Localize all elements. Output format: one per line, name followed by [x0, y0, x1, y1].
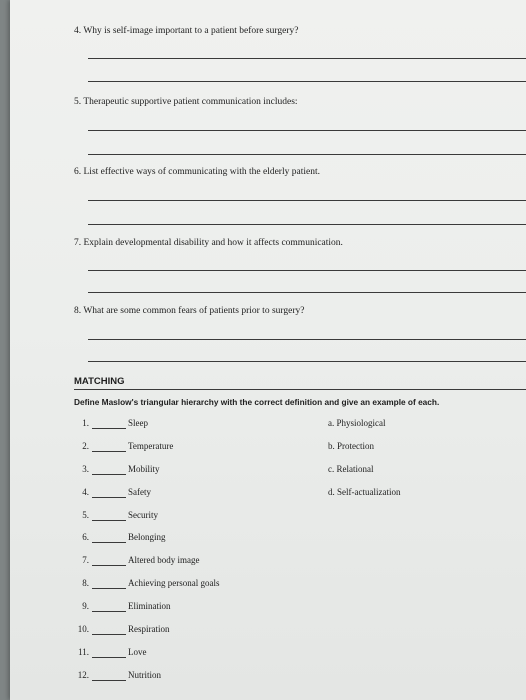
matching-title: MATCHING [74, 376, 125, 387]
choice-d: d. Self-actualization [328, 487, 401, 497]
answer-blank[interactable] [92, 542, 126, 543]
answer-line[interactable] [88, 361, 526, 362]
answer-blank[interactable] [92, 634, 126, 635]
item-number: 9. [82, 601, 89, 611]
item-term: Temperature [128, 441, 174, 451]
item-number: 7. [82, 555, 89, 565]
item-term: Nutrition [128, 670, 161, 680]
item-number: 8. [82, 578, 89, 588]
matching-item [70, 487, 270, 501]
item-number: 10. [77, 624, 89, 634]
item-number: 12. [77, 670, 89, 680]
item-number: 5. [82, 510, 89, 520]
item-number: 3. [82, 464, 89, 474]
answer-blank[interactable] [92, 611, 126, 612]
item-term: Mobility [128, 464, 160, 474]
answer-blank[interactable] [92, 497, 126, 498]
answer-line[interactable] [88, 270, 526, 271]
matching-item [70, 647, 270, 661]
item-number: 1. [82, 418, 89, 428]
answer-line[interactable] [88, 224, 526, 225]
worksheet-page [10, 0, 526, 700]
answer-blank[interactable] [92, 451, 126, 452]
item-term: Elimination [128, 601, 171, 611]
answer-blank[interactable] [92, 520, 126, 521]
item-number: 2. [82, 441, 89, 451]
answer-line[interactable] [88, 58, 526, 59]
item-number: 4. [82, 487, 89, 497]
answer-line[interactable] [88, 292, 526, 293]
choice-b: b. Protection [328, 441, 374, 451]
answer-line[interactable] [88, 200, 526, 201]
matching-item [70, 418, 270, 432]
matching-item [70, 555, 270, 569]
answer-blank[interactable] [92, 565, 126, 566]
matching-instructions: Define Maslow's triangular hierarchy with the correct definition and give an example of each. [74, 397, 440, 407]
question-7: 7. Explain developmental disability and how it affects communication. [74, 238, 343, 248]
answer-blank[interactable] [92, 428, 126, 429]
answer-blank[interactable] [92, 588, 126, 589]
answer-blank[interactable] [92, 474, 126, 475]
item-term: Altered body image [128, 555, 200, 565]
answer-line[interactable] [88, 130, 526, 131]
question-5: 5. Therapeutic supportive patient communication includes: [74, 97, 298, 107]
item-term: Respiration [128, 624, 170, 634]
matching-item [70, 532, 270, 546]
matching-item [70, 510, 270, 524]
item-term: Security [128, 510, 158, 520]
item-term: Achieving personal goals [128, 578, 220, 588]
item-number: 6. [82, 532, 89, 542]
matching-item [70, 578, 270, 592]
section-divider [74, 389, 526, 390]
item-term: Belonging [128, 532, 166, 542]
matching-item [70, 464, 270, 478]
answer-line[interactable] [88, 339, 526, 340]
matching-item [70, 441, 270, 455]
choice-c: c. Relational [328, 464, 374, 474]
matching-item [70, 601, 270, 615]
item-term: Love [128, 647, 147, 657]
answer-line[interactable] [88, 81, 526, 82]
matching-item [70, 670, 270, 684]
question-4: 4. Why is self-image important to a patient before surgery? [74, 26, 299, 36]
item-term: Sleep [128, 418, 148, 428]
answer-blank[interactable] [92, 657, 126, 658]
choice-a: a. Physiological [328, 418, 386, 428]
answer-line[interactable] [88, 154, 526, 155]
answer-blank[interactable] [92, 680, 126, 681]
matching-item [70, 624, 270, 638]
item-term: Safety [128, 487, 151, 497]
question-8: 8. What are some common fears of patients prior to surgery? [74, 306, 305, 316]
item-number: 11. [78, 647, 89, 657]
question-6: 6. List effective ways of communicating with the elderly patient. [74, 167, 320, 177]
